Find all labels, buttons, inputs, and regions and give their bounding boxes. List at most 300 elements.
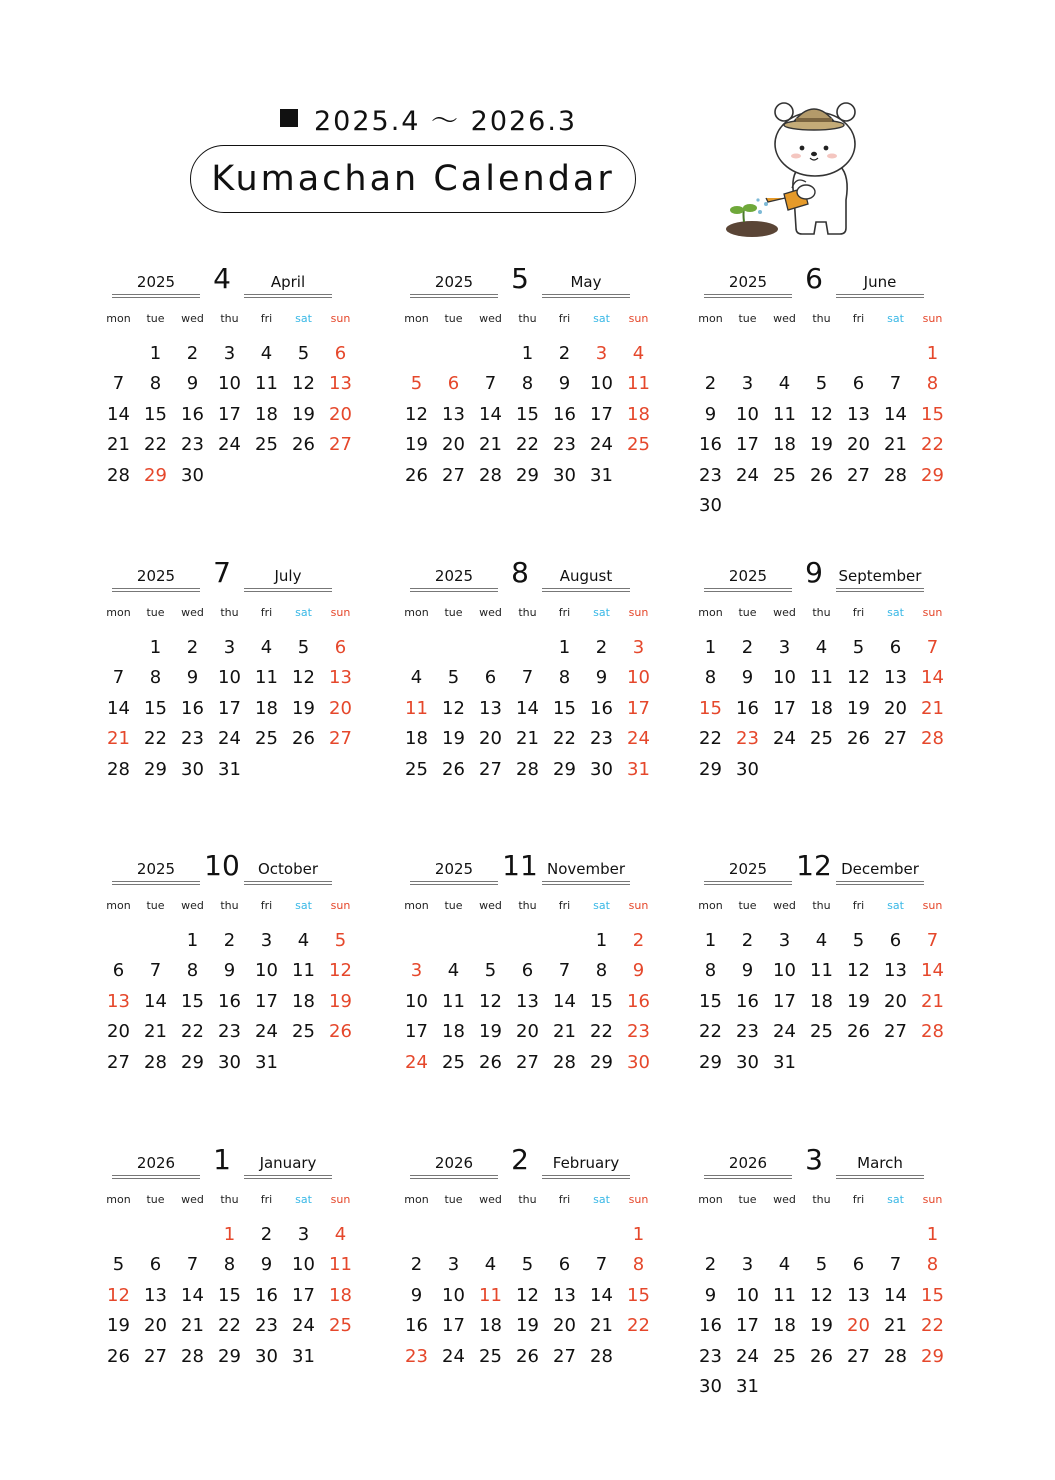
day-cell-holiday: 31	[627, 758, 650, 780]
day-cell-holiday: 1	[632, 1223, 645, 1245]
weekday-label: mon	[106, 899, 131, 912]
month-year: 2025	[136, 273, 176, 291]
month-name: June	[863, 273, 897, 291]
weekday-label: sat	[887, 899, 904, 912]
day-cell: 23	[181, 434, 204, 455]
day-cell: 23	[181, 728, 204, 749]
day-cell: 22	[144, 728, 167, 749]
day-cell: 11	[773, 403, 796, 425]
month-block	[692, 555, 952, 840]
double-rule-divider	[112, 881, 200, 885]
month-name: May	[570, 273, 602, 291]
day-cell: 20	[553, 1315, 576, 1336]
day-cell: 9	[186, 667, 199, 688]
weekday-label: mon	[404, 899, 429, 912]
day-cell: 13	[516, 990, 539, 1012]
day-cell: 17	[773, 697, 796, 719]
day-cell: 11	[773, 1284, 796, 1306]
day-cell-holiday: 11	[479, 1284, 502, 1306]
month-block	[398, 1142, 658, 1427]
weekday-label: sat	[295, 899, 312, 912]
day-cell: 27	[479, 758, 502, 780]
day-cell: 15	[590, 990, 613, 1012]
day-cell-holiday: 29	[921, 1345, 944, 1367]
day-cell: 5	[297, 342, 310, 364]
day-cell: 27	[884, 1021, 907, 1042]
day-cell: 19	[847, 697, 870, 719]
double-rule-divider	[112, 1175, 200, 1179]
day-cell: 19	[107, 1315, 130, 1336]
day-cell: 7	[149, 960, 162, 981]
day-cell: 12	[442, 697, 465, 719]
month-name: August	[559, 567, 613, 585]
day-cell-holiday: 20	[329, 403, 352, 425]
weekday-label: tue	[146, 899, 165, 912]
day-cell: 24	[773, 728, 796, 749]
day-cell: 17	[405, 1021, 428, 1042]
day-cell: 23	[553, 434, 576, 455]
double-rule-divider	[836, 294, 924, 298]
day-cell: 3	[447, 1254, 460, 1275]
weekday-label: tue	[738, 312, 757, 325]
day-cell: 29	[218, 1345, 241, 1367]
weekday-label: thu	[518, 899, 537, 912]
month-number: 11	[502, 848, 538, 882]
weekday-label: fri	[558, 1193, 571, 1206]
day-cell: 21	[590, 1315, 613, 1336]
day-cell: 24	[292, 1315, 315, 1336]
day-cell: 24	[590, 434, 613, 455]
day-cell: 12	[810, 1284, 833, 1306]
calendar-title: Kumachan Calendar	[190, 145, 636, 213]
weekday-label: thu	[220, 606, 239, 619]
day-cell-holiday: 20	[329, 697, 352, 719]
day-cell: 29	[699, 1051, 722, 1073]
day-cell: 31	[736, 1376, 759, 1397]
month-year: 2025	[434, 273, 474, 291]
day-cell-holiday: 27	[329, 434, 352, 455]
month-year: 2025	[434, 567, 474, 585]
day-cell: 20	[884, 990, 907, 1012]
day-cell: 17	[590, 403, 613, 425]
weekday-label: thu	[220, 312, 239, 325]
month-year: 2025	[728, 567, 768, 585]
day-cell: 2	[741, 636, 754, 658]
day-cell: 1	[521, 342, 534, 364]
day-cell: 7	[558, 960, 571, 981]
weekday-label: sun	[330, 312, 351, 325]
day-cell: 16	[405, 1315, 428, 1336]
day-cell: 14	[516, 697, 539, 719]
day-cell-holiday: 15	[921, 1284, 944, 1306]
weekday-header-row	[398, 312, 658, 330]
month-block	[398, 848, 658, 1133]
month-name: April	[270, 273, 306, 291]
weekday-label: tue	[146, 1193, 165, 1206]
day-cell-holiday: 23	[627, 1021, 650, 1042]
day-cell: 28	[884, 464, 907, 486]
day-cell: 18	[773, 434, 796, 455]
day-cell: 5	[852, 929, 865, 951]
day-cell: 30	[590, 758, 613, 780]
day-cell: 16	[699, 1315, 722, 1336]
day-cell: 9	[595, 667, 608, 688]
day-cell: 26	[442, 758, 465, 780]
day-cell: 24	[218, 434, 241, 455]
day-cell: 17	[773, 990, 796, 1012]
month-year: 2025	[136, 860, 176, 878]
day-cell-holiday: 26	[329, 1021, 352, 1042]
day-cell: 25	[810, 728, 833, 749]
day-cell: 14	[479, 403, 502, 425]
day-cell: 6	[889, 636, 902, 658]
day-cell: 16	[736, 697, 759, 719]
day-cell: 2	[704, 1254, 717, 1275]
day-cell: 5	[815, 1254, 828, 1275]
weekday-label: sat	[593, 606, 610, 619]
weekday-header-row	[692, 312, 952, 330]
day-cell: 2	[704, 373, 717, 394]
day-cell: 24	[773, 1021, 796, 1042]
day-cell: 3	[223, 636, 236, 658]
weekday-label: sat	[593, 312, 610, 325]
day-cell-holiday: 8	[632, 1254, 645, 1275]
day-cell: 23	[699, 1345, 722, 1367]
day-cell: 12	[847, 960, 870, 981]
day-cell: 16	[255, 1284, 278, 1306]
weekday-label: thu	[812, 899, 831, 912]
day-cell: 8	[521, 373, 534, 394]
bear-watering-plant-illustration	[722, 96, 862, 242]
day-cell: 17	[736, 434, 759, 455]
weekday-label: wed	[181, 312, 204, 325]
double-rule-divider	[704, 294, 792, 298]
day-cell: 26	[292, 434, 315, 455]
day-cell: 12	[405, 403, 428, 425]
weekday-label: mon	[698, 1193, 723, 1206]
day-cell-holiday: 20	[847, 1315, 870, 1336]
day-cell: 29	[590, 1051, 613, 1073]
day-cell: 17	[442, 1315, 465, 1336]
weekday-header-row	[100, 1193, 360, 1211]
day-cell: 19	[405, 434, 428, 455]
month-year: 2026	[434, 1154, 474, 1172]
day-cell: 1	[149, 636, 162, 658]
day-cell: 16	[590, 697, 613, 719]
day-cell: 4	[778, 1254, 791, 1275]
day-cell: 3	[260, 929, 273, 951]
weekday-label: mon	[404, 312, 429, 325]
day-cell: 6	[484, 667, 497, 688]
day-cell: 19	[810, 434, 833, 455]
day-cell-holiday: 14	[921, 667, 944, 688]
weekday-label: mon	[404, 606, 429, 619]
day-cell-holiday: 6	[334, 342, 347, 364]
day-cell: 30	[699, 495, 722, 516]
day-cell: 6	[889, 929, 902, 951]
double-rule-divider	[704, 588, 792, 592]
day-cell: 21	[884, 1315, 907, 1336]
day-cell: 11	[292, 960, 315, 981]
day-cell: 20	[479, 728, 502, 749]
day-cell: 22	[218, 1315, 241, 1336]
day-cell-holiday: 11	[329, 1254, 352, 1275]
double-rule-divider	[244, 881, 332, 885]
day-cell: 13	[884, 667, 907, 688]
day-cell-holiday: 22	[921, 1315, 944, 1336]
weekday-header-row	[692, 606, 952, 624]
day-cell: 15	[553, 697, 576, 719]
day-cell: 13	[442, 403, 465, 425]
day-cell-holiday: 28	[921, 728, 944, 749]
day-cell-holiday: 15	[921, 403, 944, 425]
double-rule-divider	[244, 588, 332, 592]
day-cell: 2	[595, 636, 608, 658]
day-cell: 2	[186, 342, 199, 364]
month-block	[100, 1142, 360, 1427]
day-cell: 21	[479, 434, 502, 455]
day-cell: 28	[181, 1345, 204, 1367]
weekday-label: sun	[330, 606, 351, 619]
day-cell: 19	[516, 1315, 539, 1336]
day-cell: 14	[884, 403, 907, 425]
day-cell: 2	[741, 929, 754, 951]
day-cell: 16	[218, 990, 241, 1012]
weekday-label: wed	[479, 606, 502, 619]
day-cell: 7	[484, 373, 497, 394]
day-cell-holiday: 4	[632, 342, 645, 364]
day-cell: 15	[516, 403, 539, 425]
day-cell: 8	[149, 667, 162, 688]
day-cell: 2	[186, 636, 199, 658]
day-cell: 30	[699, 1376, 722, 1397]
day-cell: 9	[741, 667, 754, 688]
weekday-label: wed	[773, 1193, 796, 1206]
day-cell: 22	[699, 728, 722, 749]
day-cell: 31	[773, 1051, 796, 1073]
month-block	[398, 261, 658, 546]
day-cell: 11	[255, 667, 278, 688]
weekday-label: sat	[887, 606, 904, 619]
day-cell-holiday: 18	[329, 1284, 352, 1306]
month-block	[692, 261, 952, 546]
day-cell: 1	[149, 342, 162, 364]
day-cell: 27	[144, 1345, 167, 1367]
day-cell: 18	[479, 1315, 502, 1336]
day-cell-holiday: 2	[632, 929, 645, 951]
month-number: 6	[805, 261, 823, 295]
day-cell: 13	[884, 960, 907, 981]
day-cell: 30	[218, 1051, 241, 1073]
weekday-label: wed	[479, 899, 502, 912]
weekday-label: sun	[922, 1193, 943, 1206]
day-cell-holiday: 24	[405, 1051, 428, 1073]
day-cell: 14	[181, 1284, 204, 1306]
day-cell-holiday: 13	[329, 667, 352, 688]
weekday-label: tue	[738, 1193, 757, 1206]
day-cell: 3	[778, 636, 791, 658]
day-cell: 12	[516, 1284, 539, 1306]
day-cell-holiday: 1	[223, 1223, 236, 1245]
day-cell: 18	[810, 990, 833, 1012]
weekday-header-row	[398, 899, 658, 917]
month-year: 2025	[728, 860, 768, 878]
square-bullet-icon	[280, 109, 298, 127]
day-cell: 4	[484, 1254, 497, 1275]
day-cell: 29	[181, 1051, 204, 1073]
day-cell: 22	[590, 1021, 613, 1042]
weekday-label: sun	[628, 899, 649, 912]
day-cell: 29	[144, 758, 167, 780]
day-cell: 3	[223, 342, 236, 364]
day-cell-holiday: 13	[107, 990, 130, 1012]
weekday-label: fri	[558, 606, 571, 619]
day-cell: 2	[410, 1254, 423, 1275]
day-cell: 26	[810, 464, 833, 486]
weekday-label: fri	[852, 312, 865, 325]
weekday-label: fri	[260, 606, 273, 619]
day-cell: 15	[699, 990, 722, 1012]
day-cell-holiday: 11	[405, 697, 428, 719]
weekday-label: mon	[106, 606, 131, 619]
day-cell: 12	[810, 403, 833, 425]
day-cell-holiday: 21	[921, 697, 944, 719]
day-cell: 4	[815, 929, 828, 951]
day-cell: 21	[181, 1315, 204, 1336]
weekday-label: tue	[146, 312, 165, 325]
day-cell: 25	[292, 1021, 315, 1042]
day-cell: 6	[852, 373, 865, 394]
weekday-label: tue	[146, 606, 165, 619]
day-cell: 4	[260, 342, 273, 364]
month-block	[100, 261, 360, 546]
weekday-label: mon	[106, 1193, 131, 1206]
double-rule-divider	[542, 1175, 630, 1179]
day-cell: 10	[405, 990, 428, 1012]
day-cell-holiday: 10	[627, 667, 650, 688]
weekday-label: sat	[593, 899, 610, 912]
weekday-label: fri	[260, 312, 273, 325]
month-block	[692, 1142, 952, 1427]
day-cell-holiday: 12	[329, 960, 352, 981]
day-cell: 25	[479, 1345, 502, 1367]
day-cell: 2	[223, 929, 236, 951]
day-cell: 20	[516, 1021, 539, 1042]
day-cell: 28	[590, 1345, 613, 1367]
day-cell: 28	[107, 464, 130, 486]
day-cell-holiday: 5	[334, 929, 347, 951]
day-cell-holiday: 28	[921, 1021, 944, 1042]
day-cell: 5	[521, 1254, 534, 1275]
day-cell: 9	[704, 1284, 717, 1306]
day-cell: 27	[107, 1051, 130, 1073]
day-cell: 10	[292, 1254, 315, 1275]
day-cell: 17	[292, 1284, 315, 1306]
day-cell: 9	[410, 1284, 423, 1306]
day-cell: 10	[255, 960, 278, 981]
day-cell: 6	[112, 960, 125, 981]
day-cell: 7	[889, 373, 902, 394]
day-cell: 11	[255, 373, 278, 394]
weekday-label: thu	[518, 1193, 537, 1206]
double-rule-divider	[410, 881, 498, 885]
weekday-label: mon	[698, 899, 723, 912]
day-cell-holiday: 22	[627, 1315, 650, 1336]
day-cell: 19	[479, 1021, 502, 1042]
day-cell: 28	[107, 758, 130, 780]
day-cell: 21	[144, 1021, 167, 1042]
day-cell: 10	[736, 1284, 759, 1306]
day-cell: 20	[144, 1315, 167, 1336]
month-name: February	[552, 1154, 620, 1172]
weekday-label: thu	[220, 899, 239, 912]
day-cell: 4	[815, 636, 828, 658]
weekday-label: mon	[404, 1193, 429, 1206]
day-cell: 10	[218, 373, 241, 394]
day-cell: 18	[442, 1021, 465, 1042]
day-cell-holiday: 30	[627, 1051, 650, 1073]
day-cell-holiday: 3	[595, 342, 608, 364]
day-cell: 4	[260, 636, 273, 658]
day-cell: 9	[558, 373, 571, 394]
day-cell-holiday: 5	[410, 373, 423, 394]
day-cell: 16	[736, 990, 759, 1012]
day-cell: 2	[260, 1223, 273, 1245]
day-cell: 19	[442, 728, 465, 749]
weekday-label: tue	[444, 1193, 463, 1206]
day-cell-holiday: 1	[926, 1223, 939, 1245]
month-number: 3	[805, 1142, 823, 1176]
day-cell: 23	[699, 464, 722, 486]
day-cell: 7	[112, 667, 125, 688]
day-cell-holiday: 24	[627, 728, 650, 749]
day-cell: 6	[149, 1254, 162, 1275]
day-cell-holiday: 29	[921, 464, 944, 486]
day-cell: 27	[516, 1051, 539, 1073]
day-cell: 13	[847, 403, 870, 425]
month-number: 7	[213, 555, 231, 589]
day-cell: 25	[773, 464, 796, 486]
day-cell: 18	[292, 990, 315, 1012]
day-cell: 18	[255, 403, 278, 425]
day-cell: 7	[186, 1254, 199, 1275]
day-cell-holiday: 21	[107, 728, 130, 749]
weekday-label: mon	[106, 312, 131, 325]
day-cell: 30	[181, 758, 204, 780]
day-cell: 7	[112, 373, 125, 394]
day-cell-holiday: 7	[926, 636, 939, 658]
day-cell: 19	[847, 990, 870, 1012]
day-cell: 30	[736, 1051, 759, 1073]
month-name: January	[259, 1154, 317, 1172]
day-cell-holiday: 25	[627, 434, 650, 455]
weekday-label: sun	[922, 312, 943, 325]
day-cell-holiday: 6	[334, 636, 347, 658]
weekday-label: wed	[479, 1193, 502, 1206]
day-cell-holiday: 16	[627, 990, 650, 1012]
day-cell: 10	[773, 960, 796, 981]
weekday-label: thu	[812, 312, 831, 325]
day-cell-holiday: 29	[144, 464, 167, 486]
weekday-label: sun	[330, 899, 351, 912]
day-cell: 10	[773, 667, 796, 688]
day-cell: 3	[297, 1223, 310, 1245]
weekday-label: fri	[260, 1193, 273, 1206]
day-cell: 9	[186, 373, 199, 394]
day-cell: 26	[107, 1345, 130, 1367]
month-number: 4	[213, 261, 231, 295]
day-cell: 10	[218, 667, 241, 688]
